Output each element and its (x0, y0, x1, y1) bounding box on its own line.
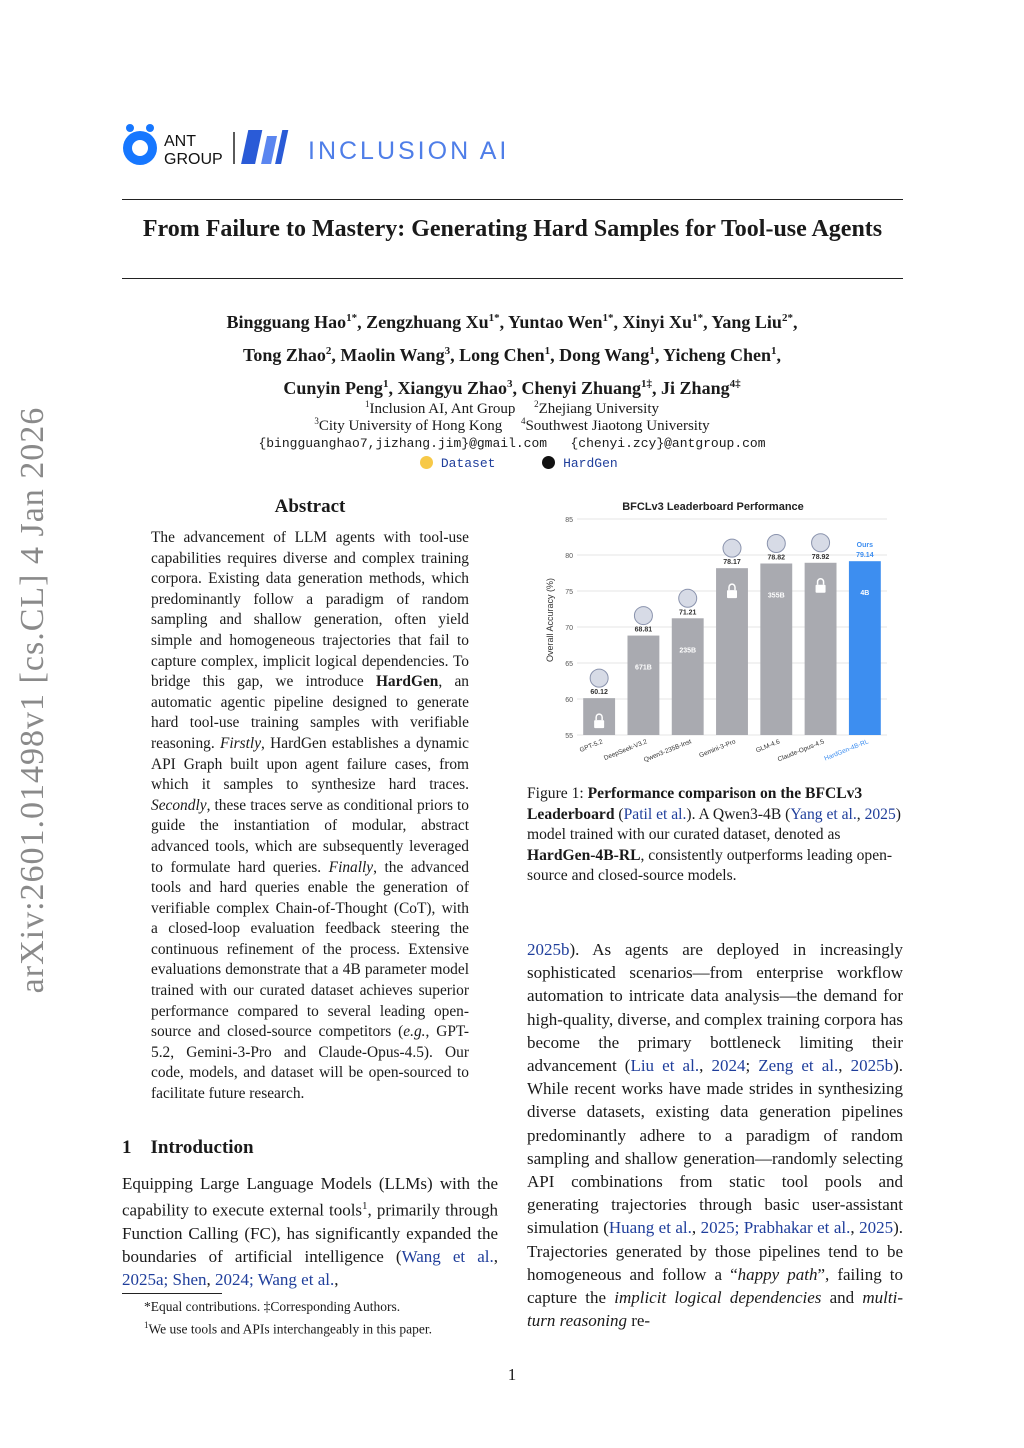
lock-icon (816, 585, 826, 593)
arxiv-stamp: arXiv:2601.01498v1 [cs.CL] 4 Jan 2026 (14, 406, 51, 994)
footnote-1: $^1$We use tools and APIs interchangeably in this paper. (144, 1320, 432, 1337)
citation[interactable]: Zeng et al. (758, 1056, 839, 1076)
citation[interactable]: Prabhakar et al. (743, 1218, 851, 1238)
author-name: Ji Zhang (661, 378, 730, 398)
author-affil-marker: 1* (602, 312, 614, 324)
author-emails (150, 435, 874, 452)
chart-param-label: 235B (679, 647, 697, 655)
affiliations-line-2: $^3$City University of Hong Kong $^4$Southwest Jiaotong University (314, 416, 710, 434)
author-affil-marker: 2 (325, 345, 332, 357)
author-affil-marker: 1 (771, 345, 777, 357)
citation[interactable]: 2025 (859, 1218, 894, 1238)
ant-logo-line2: GROUP (164, 151, 223, 168)
affiliation-1: Inclusion AI, Ant Group (369, 401, 516, 417)
chart-ytick-label: 70 (565, 625, 573, 632)
inclusion-ai-logo-text: INCLUSION AI (308, 137, 510, 165)
github-icon (542, 456, 555, 469)
chart-ytick-label: 80 (565, 553, 573, 560)
paper-title: From Failure to Mastery: Generating Hard Samples for Tool-use Agents (142, 216, 883, 242)
affiliations-line-1: $^1$Inclusion AI, Ant Group $^2$Zhejiang University (365, 399, 659, 417)
author-line-1: Bingguang Hao$^{1*}$, Zengzhuang $Xu^{1*}$, Yuntao Wen$^{1*}$, Xinyi $Xu^{1*}$, Yang Liu$^{2*}$, (226, 312, 798, 332)
chart-bar-gpt-5-2 (583, 698, 615, 735)
chart-category-label: GLM-4.6 (754, 738, 782, 755)
title-rule-top (122, 199, 903, 200)
author-name: Long Chen (459, 345, 545, 365)
chart-bar-qwen3-235b-inst (672, 618, 704, 735)
model-logo-icon (723, 539, 741, 557)
author-list (150, 304, 874, 403)
ant-logo-line1: ANT (164, 133, 196, 150)
chart-value-label: 68.81 (634, 626, 653, 634)
affiliation-3: City University of Hong Kong (318, 418, 503, 434)
chart-ytick-label: 55 (565, 733, 573, 740)
citation[interactable]: Wang et al. (257, 1270, 335, 1290)
citation[interactable]: 2025b (527, 940, 570, 959)
citation[interactable]: 2024 (711, 1056, 746, 1076)
model-logo-icon (590, 669, 608, 687)
citation[interactable]: 2025 (700, 1218, 735, 1238)
model-logo-icon (634, 607, 652, 625)
chart-ytick-label: 75 (565, 589, 573, 596)
chart-param-label: 355B (767, 592, 785, 600)
author-affil-marker: 1* (488, 312, 500, 324)
chart-param-label: 4B (860, 590, 870, 598)
chart-title: BFCLv3 Leaderboard Performance (622, 501, 804, 513)
bar-chart (527, 495, 903, 775)
citation[interactable]: Wang et al. (401, 1247, 494, 1267)
citation[interactable]: 2025a (122, 1270, 164, 1290)
author-affil-marker: 3 (506, 378, 513, 390)
author-name: Maolin Wang (340, 345, 445, 365)
author-name: Xinyi Xu (622, 312, 693, 332)
figure-1-caption: Figure 1: Performance comparison on the BFCLv3 Leaderboard (Patil et al.). A Qwen3-4B (Yang et al., 2025) model trained with our curated dataset, denoted as HardGen-4B-RL, consistently outperforms leading open-source and closed-source models. (527, 785, 901, 885)
author-name: Yang Liu (711, 312, 782, 332)
chart-category-label: GPT-5.2 (578, 738, 604, 754)
title-rule-bottom (122, 278, 903, 279)
author-affil-marker: 1* (692, 312, 704, 324)
citation[interactable]: Shen (172, 1270, 207, 1290)
author-affil-marker: 3 (444, 345, 451, 357)
author-name: Chenyi Zhuang (521, 378, 642, 398)
author-affil-marker: 4‡ (729, 378, 741, 390)
author-name: Cunyin Peng (283, 378, 383, 398)
intro-paragraph: Equipping Large Language Models (LLMs) with the capability to execute external tools$^1$, primarily through Function Calling (FC), has significantly expanded the boundaries of artificial intelligence (Wang et al., 2025a; Shen, 2024; Wang et al., (122, 1174, 498, 1290)
lock-icon (727, 590, 737, 598)
footnote-ref-1[interactable]: 1 (362, 1200, 368, 1213)
author-name: Zengzhuang Xu (366, 312, 489, 332)
citation[interactable]: 2024 (215, 1270, 250, 1290)
intro-paragraph-continued: 2025b). As agents are deployed in increasingly sophisticated scenarios—from enterprise workflow automation to intricate data analysis—the demand for high-quality, diverse, and complex training corpora has become the primary bottleneck limiting their advancement (Liu et al., 2024; Zeng et al., 2025b). While recent works have made strides in synthesizing diverse datasets, existing data generation pipelines predominantly adhere to a paradigm of random sampling and shallow generation—randomly selecting API combinations from static tool pools and generating trajectories through basic user-assistant simulation (Huang et al., 2025; Prabhakar et al., 2025). Trajectories generated by those pipelines tend to be homogeneous and follow a “happy path”, failing to capture the implicit logical dependencies and multi-turn reasoning re- (527, 940, 904, 1331)
model-logo-icon (767, 534, 785, 552)
chart-ylabel: Overall Accuracy (%) (545, 577, 555, 663)
chart-ytick-label: 65 (565, 661, 573, 668)
inclusion-ai-logo-mark (241, 130, 288, 164)
chart-value-label: 78.17 (723, 559, 741, 567)
author-affil-marker: 1* (346, 312, 358, 324)
chart-category-label: DeepSeek-V3.2 (603, 738, 649, 763)
affiliation-4: Southwest Jiaotong University (525, 418, 710, 434)
dataset-link[interactable]: Dataset (420, 456, 503, 471)
chart-ytick-label: 60 (565, 697, 573, 704)
affiliation-2: Zhejiang University (538, 401, 659, 417)
huggingface-icon (420, 456, 433, 469)
author-name: Tong Zhao (242, 345, 326, 365)
chart-highlight-label: Ours (856, 542, 874, 550)
author-name: Dong Wang (559, 345, 650, 365)
footnote-equal-contrib: *Equal contributions. ‡Corresponding Authors. (144, 1299, 401, 1314)
author-name: Xiangyu Zhao (397, 378, 507, 398)
citation[interactable]: 2025b (850, 1056, 894, 1076)
model-logo-icon (679, 589, 697, 607)
chart-param-label: 671B (635, 664, 652, 672)
chart-value-label: 71.21 (678, 609, 697, 617)
author-affil-marker: 1 (544, 345, 551, 357)
ant-group-logo (122, 122, 562, 175)
citation[interactable]: Huang et al. (608, 1218, 692, 1238)
chart-category-label: Qwen3-235B-Inst (642, 738, 693, 764)
citation[interactable]: Patil et al. (623, 805, 687, 823)
figure-1-chart (527, 495, 903, 780)
code-link[interactable]: HardGen (542, 456, 617, 471)
chart-bar-hardgen-4b-rl (849, 561, 881, 735)
author-name: Yuntao Wen (507, 312, 603, 332)
citation[interactable]: Yang et al. (790, 805, 857, 823)
chart-value-label: 79.14 (856, 552, 874, 560)
abstract-heading: Abstract (274, 496, 346, 517)
author-affil-marker: 1 (649, 345, 655, 357)
chart-bar-deepseek-v3-2 (627, 636, 659, 735)
citation[interactable]: Liu et al. (630, 1056, 700, 1076)
chart-category-label: HardGen-4B-RL (823, 738, 870, 763)
chart-ytick-label: 85 (565, 517, 573, 524)
citation[interactable]: 2025 (864, 805, 896, 823)
page-number: 1 (507, 1365, 517, 1384)
author-affil-marker: 1 (382, 378, 389, 390)
chart-category-label: Gemini-3-Pro (698, 738, 737, 760)
author-affil-marker: 1‡ (641, 378, 653, 390)
chart-bar-glm-4-6 (760, 563, 792, 735)
chart-value-label: 60.12 (590, 689, 608, 697)
author-line-2: Tong Zhao$^2$, Maolin Wang$^3$, Long Chen$^1$, Dong Wang$^1$, Yicheng Chen$^1$, (242, 345, 781, 365)
author-line-3: Cunyin Peng$^1$, Xiangyu Zhao$^3$, Chenyi Zhuang$^{1\ddagger}$, Ji Zhang$^{4\ddagger}$ (283, 378, 741, 398)
abstract-body: The advancement of LLM agents with tool-use capabilities requires diverse and complex training corpora. Existing data generation methods, which predominantly follow a paradigm of random sampling and shallow generation, often yield simple and homogeneous trajectories that fail to capture complex, implicit logical dependencies. To bridge this gap, we introduce HardGen, an automatic agentic pipeline designed to generate hard tool-use training samples with verifiable reasoning. Firstly, HardGen establishes a dynamic API Graph built upon agent failure cases, from which it samples to synthesize hard traces. Secondly, these traces serve as conditional priors to guide the instantiation of modular, abstract advanced tools, which are subsequently leveraged to formulate hard queries. Finally, the advanced tools and hard queries enable the generation of verifiable complex Chain-of-Thought (CoT), with a closed-loop evaluation feedback steering the continuous refinement of the process. Extensive evaluations demonstrate that a 4B parameter model trained with our curated dataset achieves superior performance compared to several leading open-source and closed-source competitors (e.g., GPT-5.2, Gemini-3-Pro and Claude-Opus-4.5). Our code, models, and dataset will be open-sourced to facilitate future research. (151, 529, 470, 1103)
model-logo-icon (812, 534, 830, 552)
email-group-2[interactable]: {chenyi.zcy}@antgroup.com (570, 436, 766, 451)
chart-value-label: 78.92 (811, 553, 830, 561)
lock-icon (594, 720, 604, 728)
author-name: Yicheng Chen (663, 345, 771, 365)
chart-category-label: Claude-Opus-4.5 (776, 738, 826, 764)
email-group-1[interactable]: {bingguanghao7,jizhang.jim}@gmail.com (258, 436, 548, 451)
footnote-rule (122, 1293, 222, 1294)
author-affil-marker: 2* (781, 312, 793, 324)
resource-links (420, 456, 620, 471)
chart-value-label: 78.82 (767, 554, 786, 562)
author-name: Bingguang Hao (226, 312, 347, 332)
section-heading-introduction: 1 Introduction (122, 1137, 254, 1158)
